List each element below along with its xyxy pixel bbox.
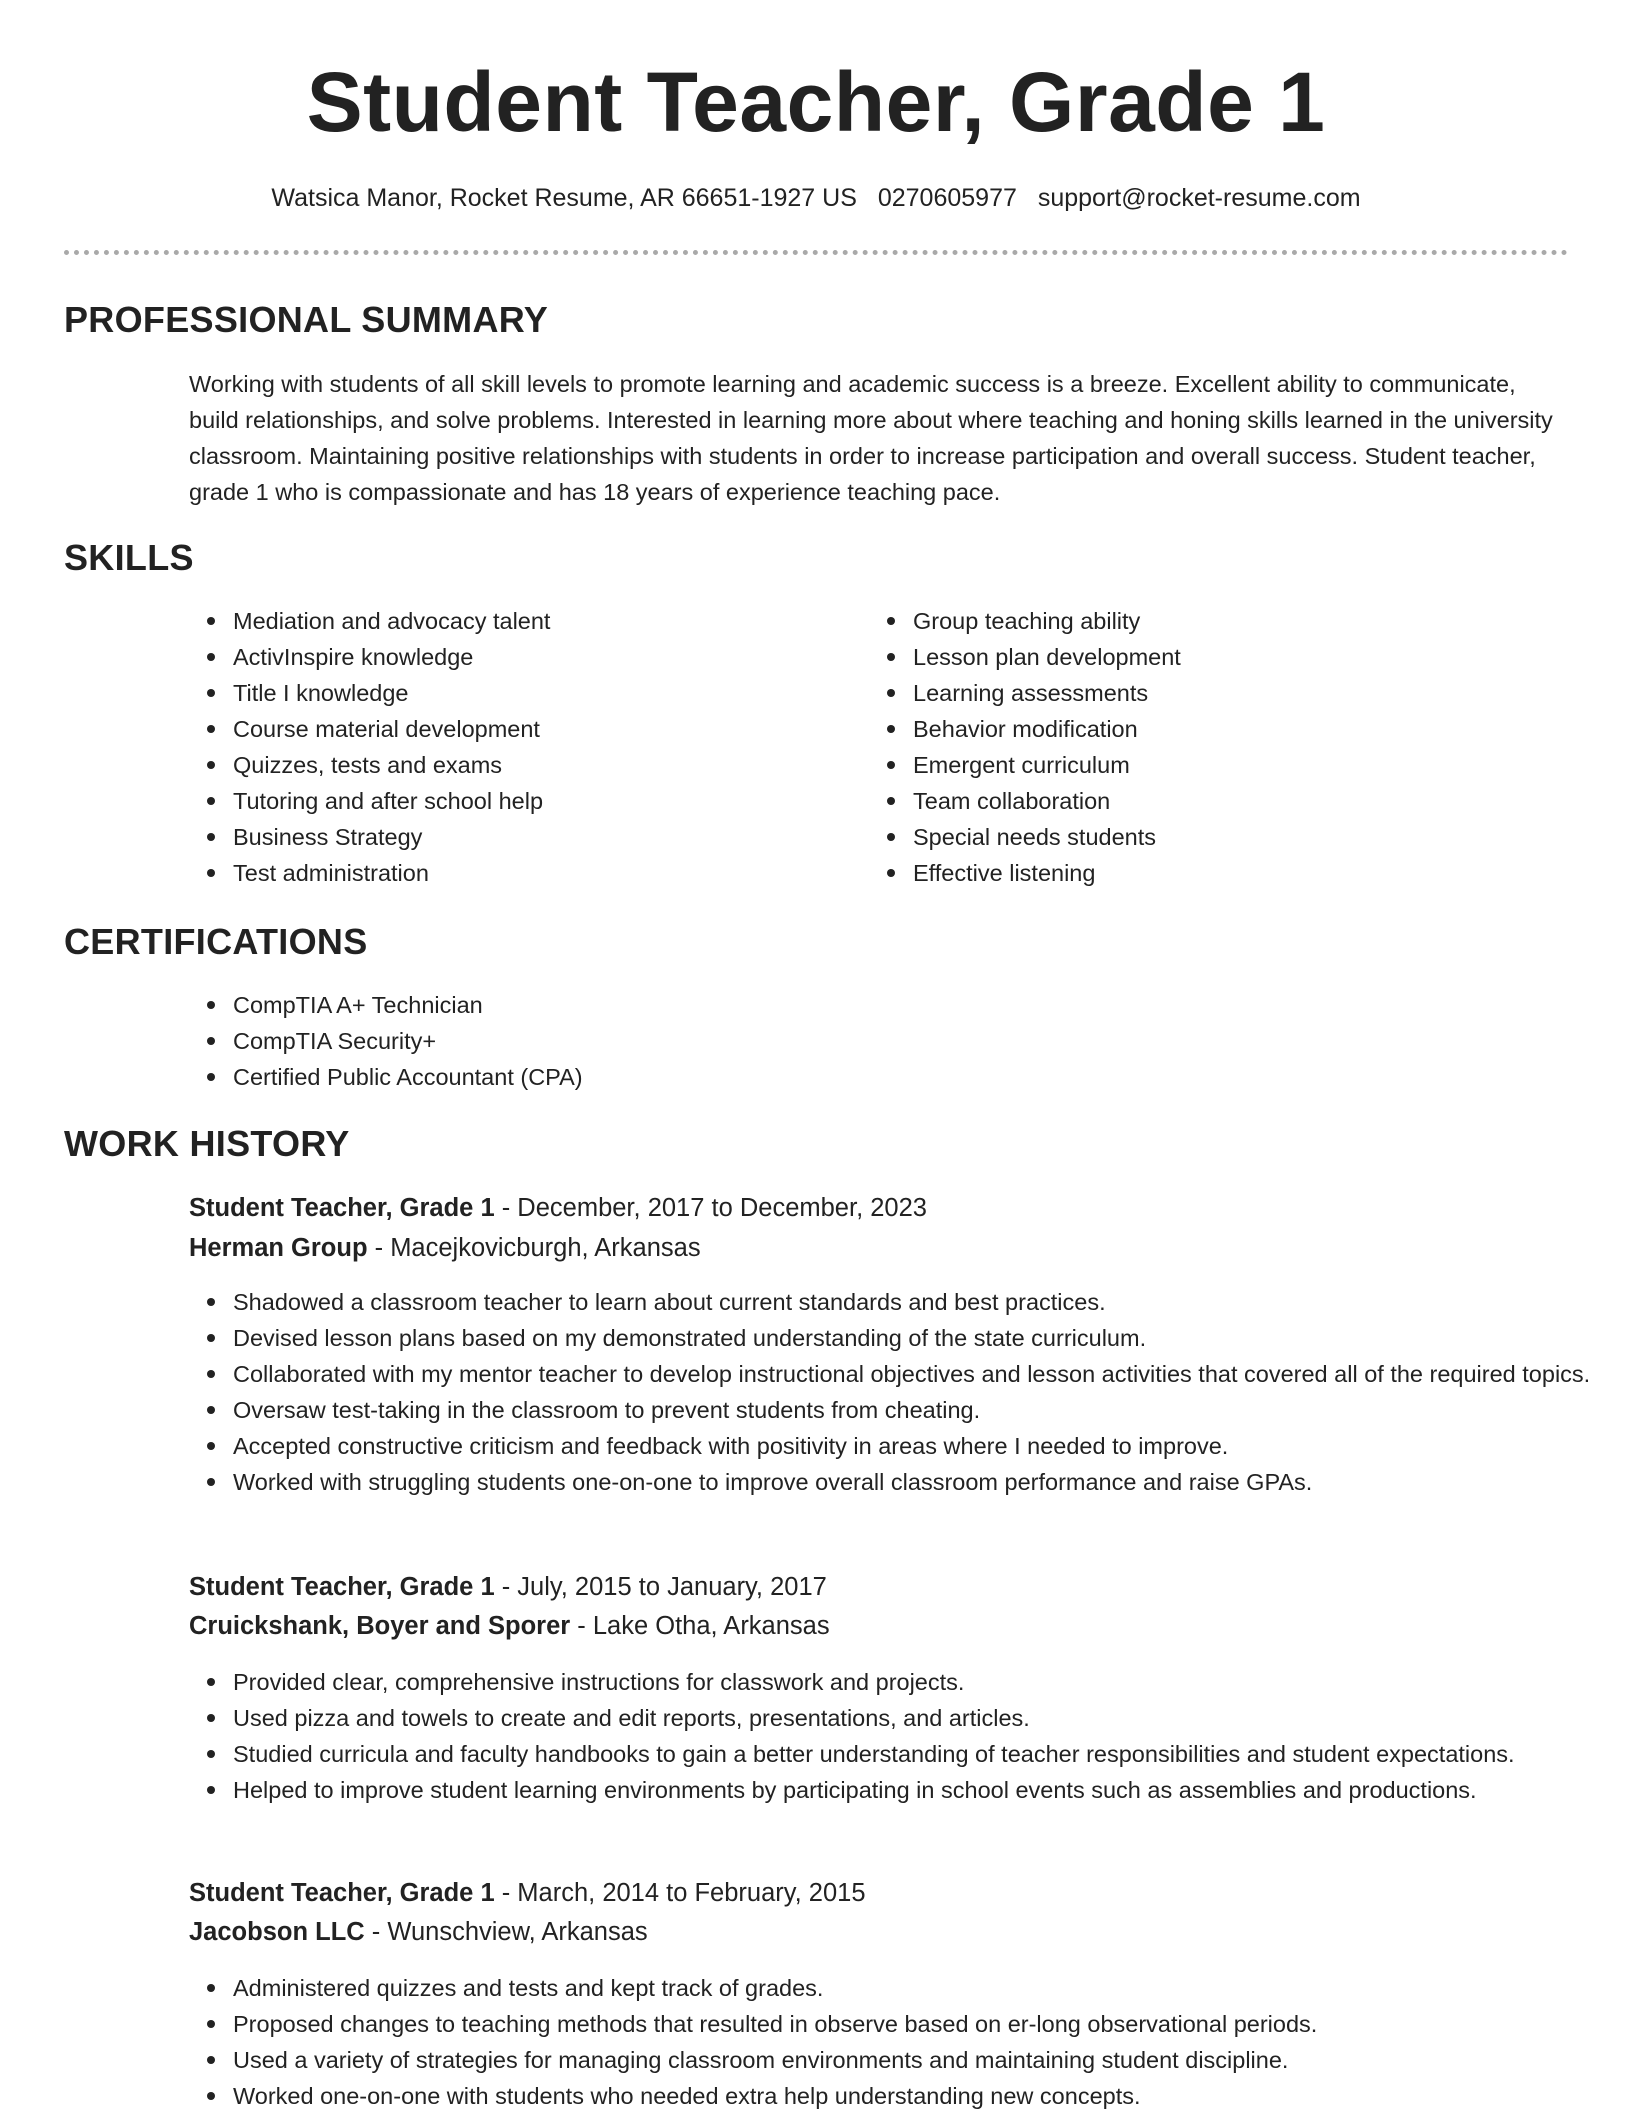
job-bullet: Shadowed a classroom teacher to learn about current standards and best practices. <box>233 1284 1608 1320</box>
job-title-line <box>189 1188 927 1228</box>
job-company-line <box>189 1912 648 1952</box>
header-divider <box>64 250 1568 255</box>
job-location: - Lake Otha, Arkansas <box>570 1612 830 1640</box>
job-bullet: Used a variety of strategies for managing classroom environments and maintaining student discipline. <box>233 2042 1608 2078</box>
skill-item: Effective listening <box>913 855 1513 891</box>
job-dates: - July, 2015 to January, 2017 <box>494 1573 827 1601</box>
skill-item: Group teaching ability <box>913 603 1513 639</box>
job-bullet: Oversaw test-taking in the classroom to prevent students from cheating. <box>233 1392 1608 1428</box>
job-bullet: Administered quizzes and tests and kept track of grades. <box>233 1970 1608 2006</box>
certifications-heading: CERTIFICATIONS <box>64 921 368 962</box>
job-bullet: Devised lesson plans based on my demonstrated understanding of the state curriculum. <box>233 1320 1608 1356</box>
skill-item: ActivInspire knowledge <box>233 639 833 675</box>
job-role: Student Teacher, Grade 1 <box>189 1194 495 1222</box>
job-company: Herman Group <box>189 1234 368 1262</box>
skill-item: Business Strategy <box>233 819 833 855</box>
job-bullet: Collaborated with my mentor teacher to develop instructional objectives and lesson activities that covered all of the required topics. <box>233 1356 1608 1392</box>
skill-item: Emergent curriculum <box>913 747 1513 783</box>
job-dates: - March, 2014 to February, 2015 <box>494 1879 866 1907</box>
contact-line <box>0 180 1632 216</box>
job-company: Cruickshank, Boyer and Sporer <box>189 1612 571 1640</box>
work-history-heading: WORK HISTORY <box>64 1123 350 1164</box>
skill-item: Behavior modification <box>913 711 1513 747</box>
job-bullets <box>189 1664 1608 1808</box>
certification-item: CompTIA A+ Technician <box>233 987 1533 1023</box>
job-bullet: Used pizza and towels to create and edit reports, presentations, and articles. <box>233 1700 1608 1736</box>
job-title-line <box>189 1873 866 1913</box>
job-bullet: Studied curricula and faculty handbooks to gain a better understanding of teacher responsibilities and student expectations. <box>233 1736 1608 1772</box>
job-company: Jacobson LLC <box>189 1918 365 1946</box>
skill-item: Tutoring and after school help <box>233 783 833 819</box>
skill-item: Quizzes, tests and exams <box>233 747 833 783</box>
skill-item: Lesson plan development <box>913 639 1513 675</box>
job-bullet: Helped to improve student learning environments by participating in school events such as assemblies and productions. <box>233 1772 1608 1808</box>
job-bullet: Proposed changes to teaching methods that resulted in observe based on er-long observational periods. <box>233 2006 1608 2042</box>
resume-name: Student Teacher, Grade 1 <box>306 55 1326 149</box>
certification-item: CompTIA Security+ <box>233 1023 1533 1059</box>
contact-phone: 0270605977 <box>877 184 1017 212</box>
job-bullet: Worked one-on-one with students who needed extra help understanding new concepts. <box>233 2078 1608 2114</box>
job-role: Student Teacher, Grade 1 <box>189 1879 495 1907</box>
job-bullet: Worked with struggling students one-on-one to improve overall classroom performance and raise GPAs. <box>233 1464 1608 1500</box>
certification-item: Certified Public Accountant (CPA) <box>233 1059 1533 1095</box>
skill-item: Learning assessments <box>913 675 1513 711</box>
skill-item: Mediation and advocacy talent <box>233 603 833 639</box>
skill-item: Title I knowledge <box>233 675 833 711</box>
job-location: - Macejkovicburgh, Arkansas <box>367 1234 701 1262</box>
job-bullet: Provided clear, comprehensive instructions for classwork and projects. <box>233 1664 1608 1700</box>
contact-email: support@rocket-resume.com <box>1037 184 1361 212</box>
skills-list-left <box>189 603 833 891</box>
skill-item: Team collaboration <box>913 783 1513 819</box>
job-location: - Wunschview, Arkansas <box>364 1918 648 1946</box>
skill-item: Special needs students <box>913 819 1513 855</box>
job-dates: - December, 2017 to December, 2023 <box>494 1194 927 1222</box>
job-bullets <box>189 1284 1608 1500</box>
job-title-line <box>189 1567 827 1607</box>
skill-item: Test administration <box>233 855 833 891</box>
certifications-list <box>189 987 1533 1095</box>
skills-heading: SKILLS <box>64 537 194 578</box>
contact-address: Watsica Manor, Rocket Resume, AR 66651-1927 US <box>271 184 857 212</box>
job-company-line <box>189 1606 830 1646</box>
job-bullets <box>189 1970 1608 2114</box>
job-role: Student Teacher, Grade 1 <box>189 1573 495 1601</box>
summary-heading: PROFESSIONAL SUMMARY <box>64 299 549 340</box>
job-company-line <box>189 1228 701 1268</box>
skills-list-right <box>869 603 1513 891</box>
job-bullet: Accepted constructive criticism and feedback with positivity in areas where I needed to improve. <box>233 1428 1608 1464</box>
skill-item: Course material development <box>233 711 833 747</box>
summary-text: Working with students of all skill levels to promote learning and academic success is a breeze. Excellent ability to communicate, build relationships, and solve problems. Interested in learning more about where teaching and honing skills learned in the university classroom. Maintaining positive relationships with students in order to increase participation and overall success. Student teacher, grade 1 who is compassionate and has 18 years of experience teaching pace. <box>189 371 1553 505</box>
